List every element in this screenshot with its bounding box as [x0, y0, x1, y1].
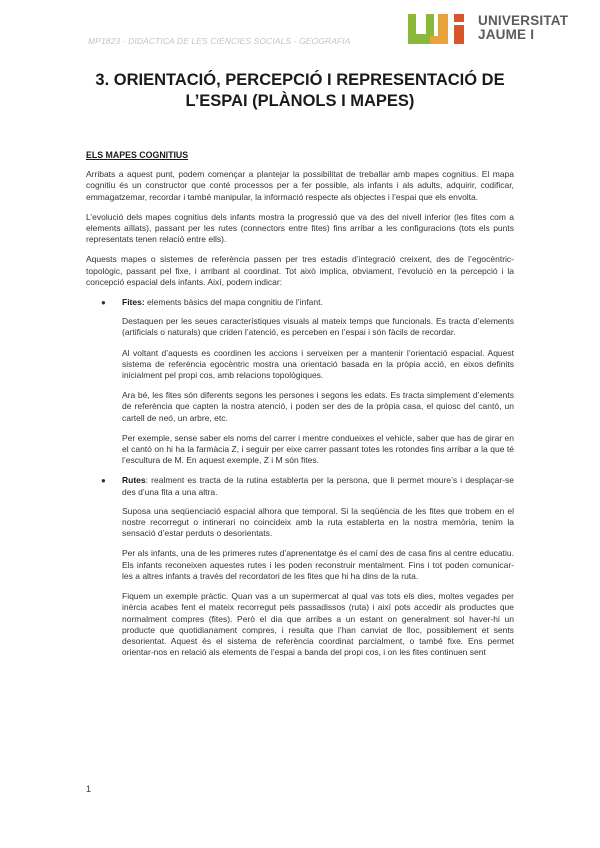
paragraph-3: Aquests mapes o sistemes de referència passen per tres estadis d’integració creixent, des de l’egocèntric-topològic, passant pel fixe, i arribant al coordinat. Tot això implica, obviament, l’evolució en la percepció i la concepció espacial dels infants. Així, podem indicar: — [86, 254, 514, 287]
logo-line1: UNIVERSITAT — [478, 13, 569, 28]
bullet-text-fites: elements bàsics del mapa congnitiu de l’infant. — [144, 297, 323, 308]
paragraph-2: L’evolució dels mapes cognitius dels infants mostra la progressió que va des del nivell inferior (les fites com a elements aïllats), passant per les rutes (connectors entre fites) fins arribar a les configuracions (tots els punts representats tenen relació entre ells). — [86, 211, 514, 245]
rutes-paragraph-2: Per als infants, una de les primeres rutes d’aprenentatge és el camí des de casa fins al centre educatiu. Els infants reconeixen aquestes rutes i les poden reconstruir mentalment. Fins i tot poden comunicar-les a altres infants a través del recordatori de les fites que hi ha dins de la ruta. — [122, 548, 514, 581]
bullet-rutes — [86, 475, 514, 497]
fites-paragraph-1: Destaquen per les seues característiques visuals al mateix temps que funcionals. Es tracta d’elements (artificials o naturals) que criden l’atenció, es perceben en l’espai i són fàcils de recordar. — [122, 316, 514, 338]
page-number: 1 — [86, 784, 92, 794]
logo-line2: JAUME I — [478, 27, 535, 42]
bullet-dot-icon: ● — [101, 476, 106, 486]
document-body — [86, 150, 514, 667]
fites-paragraph-4: Per exemple, sense saber els noms del carrer i mentre condueixes el vehicle, saber que has de girar en el cantó on hi ha la farmàcia Z, i seguir per eixe carrer passant totes les rotondes fins arribar a la que té l’escultura de M. En aquest exemple, Z i M són fites. — [122, 432, 514, 466]
university-logo — [408, 14, 578, 46]
uji-logo-icon — [408, 14, 472, 44]
bullet-term-fites: Fites: — [122, 297, 145, 308]
paragraph-1: Arribats a aquest punt, podem començar a plantejar la possibilitat de treballar amb mapes cognitius. El mapa cognitiu és un constructor que conté processos per a fer possible, als infants i als adults, adquirir, codificar, emmagatzemar, recordar i també manipular, la informació respecte als objectes i l’espai que els envolta. — [86, 169, 514, 202]
fites-paragraph-3: Ara bé, les fites són diferents segons les persones i segons les edats. Es tracta simplement d’elements de referència que capten la nostra atenció, i poden ser des de la pròpia casa, el quiosc del cantó, un cartell de neó, un arbre, etc. — [122, 390, 514, 423]
title-line1: 3. ORIENTACIÓ, PERCEPCIÓ I REPRESENTACIÓ DE — [95, 71, 505, 89]
bullet-fites — [86, 297, 514, 308]
rutes-paragraph-1: Suposa una seqüenciació espacial alhora que temporal. Si la seqüència de les fites que trobem en el nostre recorregut o intinerari no coincideix amb la ruta establerta en la nostra memòria, tenim la sensació d’estar perduts o desorientats. — [122, 505, 514, 539]
fites-paragraph-2: Al voltant d’aquests es coordinen les accions i serveixen per a mantenir l’orientació espacial. Aquest sistema de referència egocèntric mostra una orientació basada en la pròpia acció, en eixos definits inicialment pel propi cos, amb relacions topològiques. — [122, 347, 514, 381]
rutes-paragraph-3: Fiquem un exemple pràctic. Quan vas a un supermercat al qual vas tots els dies, moltes vegades per inèrcia acabes fent el mateix recorregut pels passadissos (ruta) i així pots accedir als productes que normalment compres (fites). Però el dia que arribes a un estant on generalment sol haver-hi un producte que quotidianament compres, i resulta que l’han canviat de lloc, possiblement et sents desorientat. Aquest és el sistema de referència coordinat parcialment, o també fixe. Ens permet orientar-nos en relació als elements de l’espai a banda del propi cos, i on les fites continuen sent — [122, 591, 514, 658]
title-line2: L’ESPAI (PLÀNOLS I MAPES) — [185, 92, 415, 110]
section-heading: ELS MAPES COGNITIUS — [86, 150, 189, 160]
page-title — [60, 70, 540, 112]
bullet-text-rutes: : realment es tracta de la rutina establerta per la persona, que li permet moure’s i desplaçar-se des d’una fita a una altra. — [122, 475, 514, 497]
header-course: MP1823 - DIDÀCTICA DE LES CIÈNCIES SOCIALS - GEOGRAFIA — [88, 36, 351, 46]
bullet-term-rutes: Rutes — [122, 475, 146, 486]
bullet-dot-icon: ● — [101, 298, 106, 308]
university-name — [478, 14, 568, 42]
